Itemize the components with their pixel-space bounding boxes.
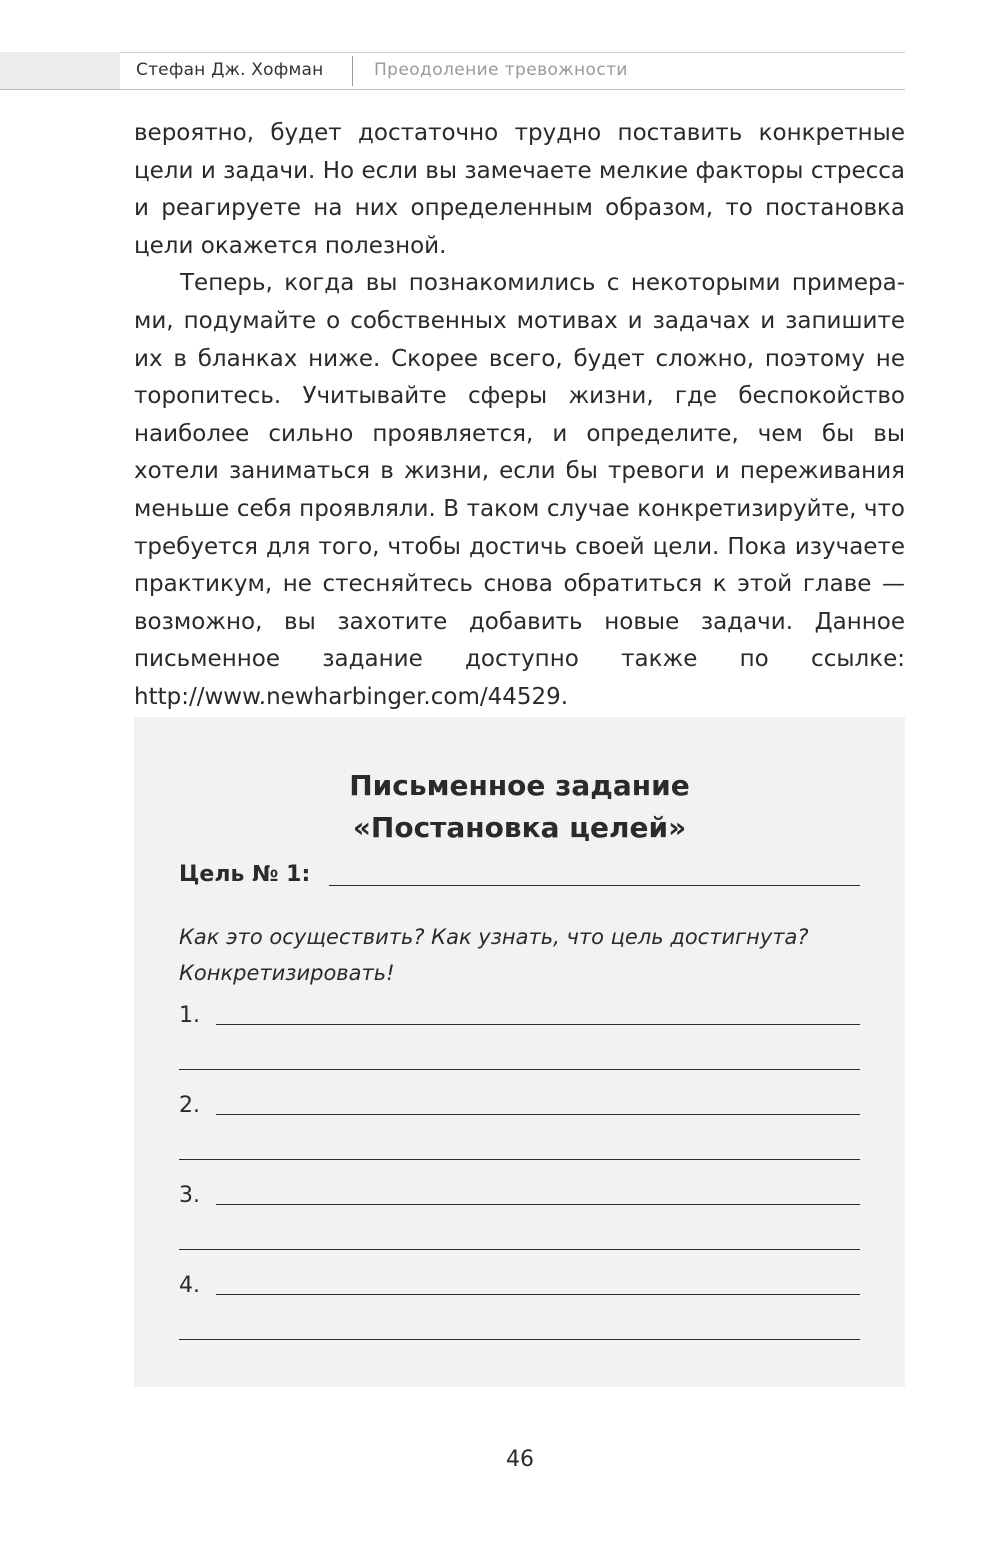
- answer-line-4a[interactable]: [216, 1294, 860, 1295]
- body-text: [134, 115, 905, 717]
- goal-answer-line[interactable]: [329, 885, 860, 886]
- worksheet-title-line-2: «Постановка целей»: [352, 811, 687, 844]
- answer-line-1a[interactable]: [216, 1024, 860, 1025]
- item-number-2: 2.: [179, 1093, 200, 1118]
- worksheet-title: [134, 765, 905, 849]
- worksheet-box: [134, 717, 905, 1387]
- header-author: Стефан Дж. Хофман: [136, 60, 324, 80]
- running-header: [0, 52, 905, 90]
- item-number-1: 1.: [179, 1003, 200, 1028]
- item-number-4: 4.: [179, 1273, 200, 1298]
- header-separator: [352, 56, 353, 86]
- goal-label: Цель № 1:: [179, 862, 311, 887]
- worksheet-title-line-1: Письменное задание: [349, 769, 690, 802]
- answer-line-2b[interactable]: [179, 1159, 860, 1160]
- header-shade-band: [0, 52, 120, 90]
- answer-line-4b[interactable]: [179, 1339, 860, 1340]
- header-bottom-rule: [0, 89, 905, 90]
- answer-line-3a[interactable]: [216, 1204, 860, 1205]
- page-number: 46: [506, 1447, 534, 1472]
- answer-line-3b[interactable]: [179, 1249, 860, 1250]
- answer-line-2a[interactable]: [216, 1114, 860, 1115]
- header-top-rule: [120, 52, 905, 53]
- header-book-title: Преодоление тревожности: [374, 60, 628, 80]
- paragraph-2: Теперь, когда вы познакомились с некоторыми примерами, подумайте о собственных мотивах и задачах и запишите их в бланках ниже. Скорее всего, будет сложно, поэтому не торопитесь. Учитывайте сферы жизни, где беспокойство наиболее сильно проявляется, и определите, чем бы вы хотели заниматься в жизни, если бы тревоги и переживания меньше себя проявляли. В таком случае конкретизируйте, что требуется для того, чтобы достичь своей цели. Пока изучаете практикум, не стесняйтесь снова обратиться к этой главе — возможно, вы захотите добавить новые задачи. Данное письменное задание доступно также по ссылке: http://www.newharbinger.com/44529.: [134, 270, 905, 710]
- worksheet-prompt: Как это осуществить? Как узнать, что цель достигнута? Конкретизировать!: [179, 925, 809, 985]
- answer-line-1b[interactable]: [179, 1069, 860, 1070]
- paragraph-1: вероятно, будет достаточно трудно поставить конкретные цели и задачи. Но если вы замечаете мелкие факторы стресса и реагируете на них определенным образом, то постановка цели окажется полезной.: [134, 120, 905, 259]
- item-number-3: 3.: [179, 1183, 200, 1208]
